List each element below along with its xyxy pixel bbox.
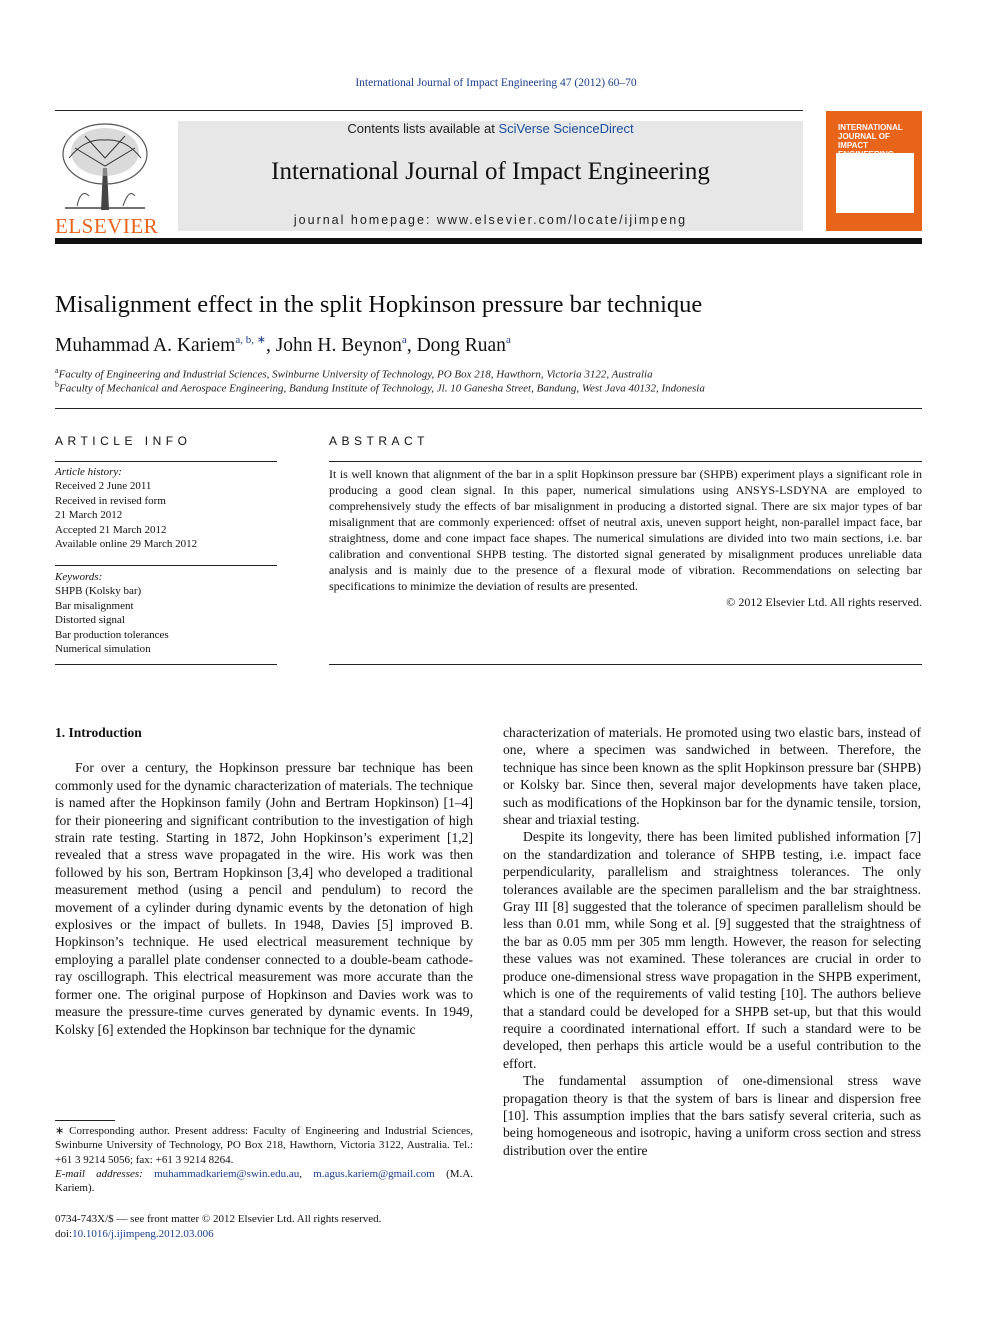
body-paragraph: characterization of materials. He promoted using two elastic bars, instead of one, where a specimen was sandwiched in between. Therefore, the technique has since been known as the split Hopkinson pressure bar (SHPB) or Kolsky bar. Since then, several major developments have taken place, such as modifications of the Hopkinson bar for the dynamic tensile, torsion, shear and triaxial testing. bbox=[503, 725, 921, 828]
elsevier-logo-text: ELSEVIER bbox=[55, 214, 159, 238]
keyword: SHPB (Kolsky bar) bbox=[55, 585, 142, 598]
author-marks[interactable]: a bbox=[505, 334, 511, 346]
doi-line bbox=[55, 1227, 495, 1242]
author-separator: , bbox=[265, 335, 276, 356]
keyword: Distorted signal bbox=[55, 614, 125, 627]
body-paragraph: For over a century, the Hopkinson pressure bar technique has been commonly used for the dynamic characterization of materials. The technique is named after the Hopkinson family (John and Bertram Hopkinson) [1–4] for their pioneering and significant contribution to the investigation of high strain rate testing. Starting in 1872, John Hopkinson’s experiment [1,2] revealed that a stress wave propagated in the wire. His work was then followed by his son, Bertram Hopkinson [3,4] who developed a traditional measurement method (using a pencil and pendulum) to record the movement of a cylinder during dynamic events by the detonation of high explosives or the impact of bullets. In 1948, Davies [5] improved B. Hopkinson’s technique. He used electrical measurement technique by employing a parallel plate condenser connected to a double-beam cathode-ray oscillograph. This electrical measurement was more accurate than the former one. The original purpose of Hopkinson and Davies work was to measure the pressure-time curves generated by dynamic events. In 1949, Kolsky [6] extended the Hopkinson bar technique for the dynamic bbox=[55, 760, 473, 1037]
corresponding-footnote bbox=[55, 1124, 473, 1195]
history-line: Received in revised form bbox=[55, 494, 166, 507]
body-left-column bbox=[55, 724, 473, 1038]
abstract-heading: ABSTRACT bbox=[329, 434, 430, 448]
author-marks[interactable]: a, b, ∗ bbox=[235, 334, 266, 346]
contents-line bbox=[178, 121, 803, 136]
journal-cover-icon bbox=[826, 111, 922, 231]
sciencedirect-link[interactable]: SciVerse ScienceDirect bbox=[498, 121, 634, 136]
author-list bbox=[55, 333, 922, 357]
keyword: Numerical simulation bbox=[55, 643, 151, 656]
author-name: John H. Beynon bbox=[275, 335, 402, 356]
article-info-bottom-rule bbox=[55, 664, 277, 665]
email-link[interactable]: m.agus.kariem@gmail.com bbox=[313, 1167, 435, 1180]
publisher-logo bbox=[55, 118, 159, 238]
keyword: Bar production tolerances bbox=[55, 628, 169, 641]
affiliation-mark: b bbox=[55, 380, 59, 389]
affiliation-text: Faculty of Engineering and Industrial Sciences, Swinburne University of Technology, PO Box 218, Hawthorn, Victoria 3122, Australia bbox=[58, 368, 653, 381]
journal-homepage[interactable]: journal homepage: www.elsevier.com/locate/ijimpeng bbox=[293, 213, 688, 227]
abstract-bottom-rule bbox=[329, 664, 922, 665]
keywords-rule bbox=[55, 565, 277, 566]
email-addresses: E-mail addresses: muhammadkariem@swin.edu.au, m.agus.kariem@gmail.com (M.A. Kariem). bbox=[55, 1167, 474, 1195]
author-name: Muhammad A. Kariem bbox=[55, 335, 236, 356]
doi-link[interactable]: 10.1016/j.ijimpeng.2012.03.006 bbox=[72, 1228, 214, 1240]
front-matter bbox=[55, 1212, 495, 1242]
history-line: Received 2 June 2011 bbox=[55, 480, 152, 493]
elsevier-tree-logo-icon bbox=[55, 118, 155, 214]
body-paragraph: Despite its longevity, there has been limited published information [7] on the standardization and tolerance of SHPB testing, i.e. impact face perpendicularity, parallelism and straightness tolerances. The only tolerances available are the specimen parallelism and the bar straightness. Gray III [8] suggested that the tolerance of specimen parallelism should be less than 0.01 mm, while Song et al. [9] suggested that the straightness of the bar as 0.05 mm per 305 mm length. However, the reason for selecting these values was not examined. These tolerances are crucial in order to produce one-dimensional stress wave propagation in the SHPB experiment, which is one of the requirements of valid testing [10]. The authors believe that a standard could be developed for a SHPB set-up, but that this would require a coordinated international effort. If such a standard were to be developed, then perhaps this article would be a useful contribution to the effort. bbox=[503, 829, 921, 1071]
history-line: 21 March 2012 bbox=[55, 509, 123, 522]
keywords bbox=[55, 570, 277, 656]
abstract bbox=[329, 466, 922, 610]
contents-prefix: Contents lists available at bbox=[347, 121, 499, 136]
article-title: Misalignment effect in the split Hopkinson pressure bar technique bbox=[55, 291, 703, 318]
article-history bbox=[55, 465, 277, 551]
keyword: Bar misalignment bbox=[55, 599, 134, 612]
header-thick-rule bbox=[55, 238, 922, 244]
author-separator: , bbox=[406, 335, 417, 356]
abstract-text: It is well known that alignment of the bar in a split Hopkinson pressure bar (SHPB) experiment plays a significant role in producing a good clean signal. In this paper, numerical simulations using ANSYS-LSDYNA are employed to comprehensively study the effects of bar misalignment in producing a distorted signal. There are six major types of bar misalignment that are commonly experienced: offset of neutral axis, uneven support height, non-parallel impact face, bar straightness, dome and cone impact face shapes. The numerical simulations are divided into two main sections, i.e. bar calibration and conventional SHPB testing. The distorted signal generated by misalignment produces unreliable data analysis and is mainly due to the presence of a flexural mode of vibration. Recommendations on selecting bar specifications to minimize the deviation of results are presented. bbox=[329, 467, 922, 593]
affiliation-mark: a bbox=[55, 366, 59, 375]
email-label: E-mail addresses: bbox=[55, 1167, 143, 1180]
section-heading: 1. Introduction bbox=[55, 725, 142, 740]
journal-banner bbox=[178, 121, 803, 231]
title-block-rule bbox=[55, 408, 922, 409]
corresponding-author-note: ∗ Corresponding author. Present address: Faculty of Engineering and Industrial Sciences, Swinburne University of Technology, PO Box 218, Hawthorn, Victoria 3122, Australia. Tel.: +61 3 9214 5056; fax: +61 3 9214 8264. bbox=[55, 1125, 473, 1166]
affiliation bbox=[55, 380, 922, 395]
history-line: Available online 29 March 2012 bbox=[55, 538, 198, 551]
affiliation-text: Faculty of Mechanical and Aerospace Engineering, Bandung Institute of Technology, Jl. 10 Ganesha Street, Bandung, West Java 40132, Indonesia bbox=[59, 382, 705, 395]
doi-prefix: doi: bbox=[55, 1228, 73, 1240]
body-right-column bbox=[503, 724, 921, 1159]
history-line: Accepted 21 March 2012 bbox=[55, 523, 167, 536]
history-heading: Article history: bbox=[55, 466, 122, 478]
copyright: © 2012 Elsevier Ltd. All rights reserved. bbox=[726, 595, 922, 609]
body-paragraph: The fundamental assumption of one-dimensional stress wave propagation theory is that the system of bars is linear and dispersion free [10]. This assumption implies that the bars satisfy several criteria, such as being homogeneous and isotropic, having a uniform cross section and stress distribution over the entire bbox=[503, 1073, 921, 1158]
abstract-rule bbox=[329, 461, 922, 462]
header-rule bbox=[55, 110, 803, 111]
cover-title: INTERNATIONAL JOURNAL OF IMPACT bbox=[838, 123, 903, 150]
affiliation bbox=[55, 366, 922, 381]
author-name: Dong Ruan bbox=[416, 335, 506, 356]
front-matter-line: 0734-743X/$ — see front matter © 2012 Elsevier Ltd. All rights reserved. bbox=[55, 1213, 382, 1225]
keywords-heading: Keywords: bbox=[55, 571, 103, 583]
journal-citation[interactable]: International Journal of Impact Engineering 47 (2012) 60–70 bbox=[355, 77, 637, 89]
footnote-rule bbox=[55, 1120, 115, 1121]
email-link[interactable]: muhammadkariem@swin.edu.au bbox=[154, 1167, 300, 1180]
article-info-rule bbox=[55, 461, 277, 462]
cover-panel bbox=[836, 153, 914, 213]
article-info-heading: ARTICLE INFO bbox=[55, 434, 192, 448]
author-marks[interactable]: a bbox=[401, 334, 407, 346]
journal-title: International Journal of Impact Engineering bbox=[271, 158, 710, 185]
email-owner: (M.A. Kariem). bbox=[55, 1167, 474, 1195]
